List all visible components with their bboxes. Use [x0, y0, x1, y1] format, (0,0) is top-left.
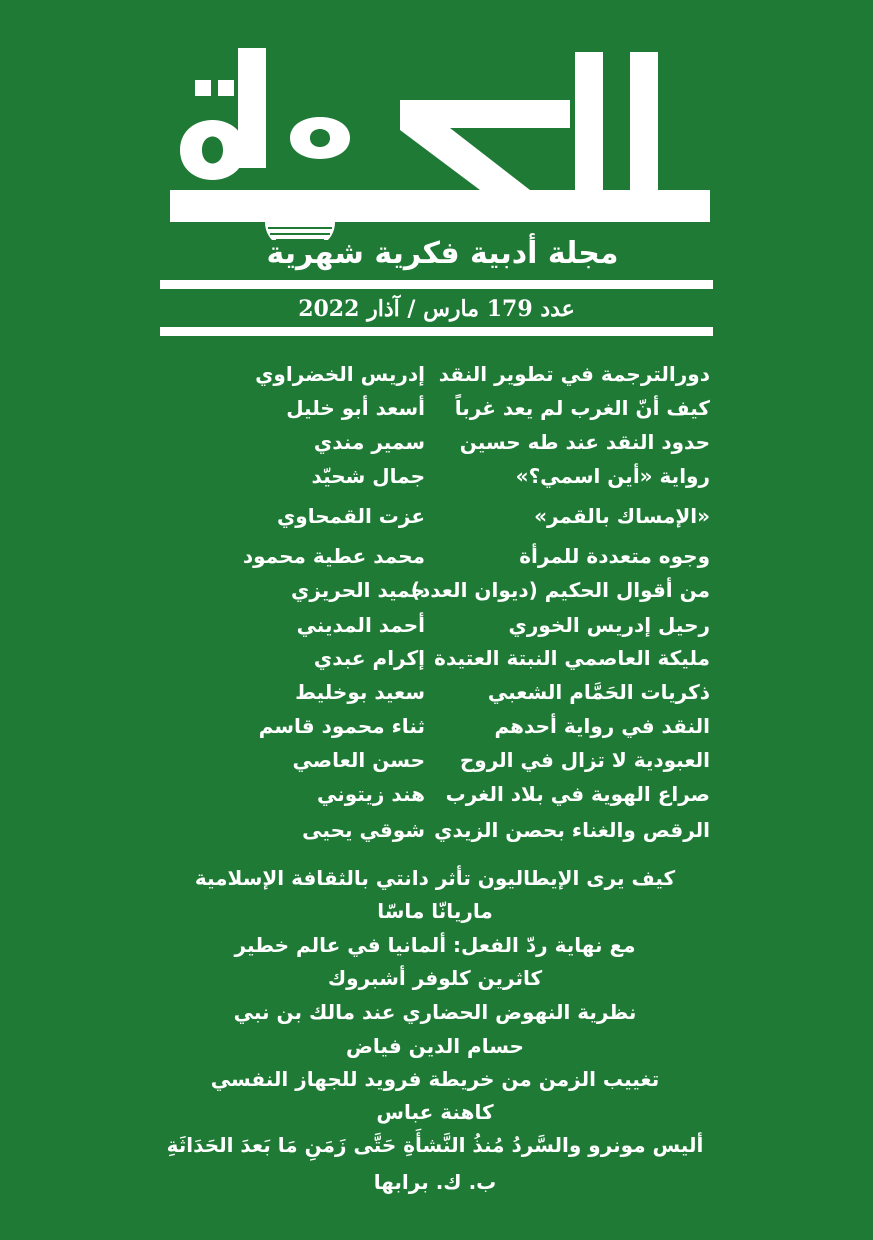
feature-author: كاهنة عباس — [376, 1100, 494, 1124]
article-title: صراع الهوية في بلاد الغرب — [445, 782, 710, 806]
feature-author: ب. ك. برابها — [373, 1170, 497, 1194]
article-title: حدود النقد عند طه حسين — [459, 430, 710, 454]
article-author: أحمد المديني — [296, 613, 425, 637]
toc-row — [140, 782, 730, 816]
article-author: شوقي يحيى — [302, 818, 425, 842]
feature-title: مع نهاية ردّ الفعل: ألمانيا في عالم خطير — [234, 933, 636, 957]
toc-row — [140, 818, 730, 852]
article-title: دورالترجمة في تطوير النقد — [438, 362, 710, 386]
article-author: ثناء محمود قاسم — [258, 714, 425, 738]
issue-info: عدد 179 مارس / آذار 2022 — [298, 296, 575, 322]
article-title: مليكة العاصمي النبتة العتيدة — [434, 646, 710, 670]
magazine-subtitle: مجلة أدبية فكرية شهرية — [266, 236, 619, 271]
article-author: عزت القمحاوي — [276, 504, 425, 528]
article-author: محمد عطية محمود — [242, 544, 425, 568]
feature-title: أليس مونرو والسَّردُ مُنذُ النَّشأَةِ حَتَّى زَمَنِ مَا بَعدَ الحَدَاثَةِ — [166, 1133, 704, 1157]
toc-row — [140, 362, 730, 396]
article-author: جمال شحيّد — [311, 464, 425, 488]
article-title: «الإمساك بالقمر» — [534, 504, 710, 528]
toc-row — [140, 430, 730, 464]
top-divider — [160, 280, 713, 289]
toc-row — [140, 396, 730, 430]
magazine-logo — [150, 40, 730, 240]
feature-title: نظرية النهوض الحضاري عند مالك بن نبي — [233, 1000, 637, 1024]
article-title: العبودية لا تزال في الروح — [459, 748, 710, 772]
article-title: وجوه متعددة للمرأة — [519, 544, 710, 568]
toc-row — [140, 578, 730, 612]
toc-row — [140, 613, 730, 647]
toc-row — [140, 544, 730, 578]
toc-row — [140, 464, 730, 498]
article-title: النقد في رواية أحدهم — [494, 714, 710, 738]
feature-title: تغييب الزمن من خريطة فرويد للجهاز النفسي — [210, 1067, 660, 1091]
article-author: إكرام عبدي — [313, 646, 425, 670]
toc-row — [140, 748, 730, 782]
bottom-divider — [160, 327, 713, 336]
feature-author: كاثرين كلوفر أشبروك — [327, 966, 543, 990]
article-title: الرقص والغناء بحصن الزيدي — [434, 818, 710, 842]
article-author: سعيد بوخليط — [295, 680, 425, 704]
article-author: حميد الحريزي — [290, 578, 425, 602]
feature-author: حسام الدين فياض — [346, 1034, 524, 1058]
article-title: من أقوال الحكيم (ديوان العدد) — [410, 578, 710, 602]
toc-row — [140, 714, 730, 748]
article-author: أسعد أبو خليل — [286, 396, 425, 420]
article-title: كيف أنّ الغرب لم يعد غرباً — [454, 396, 710, 420]
toc-row — [140, 646, 730, 680]
article-author: حسن العاصي — [292, 748, 425, 772]
article-author: إدريس الخضراوي — [255, 362, 425, 386]
article-title: رحيل إدريس الخوري — [508, 613, 710, 637]
article-title: رواية «أين اسمي؟» — [515, 464, 710, 488]
article-title: ذكريات الحَمَّام الشعبي — [487, 680, 710, 704]
article-author: هند زيتوني — [316, 782, 425, 806]
toc-row — [140, 680, 730, 714]
toc-row — [140, 504, 730, 538]
article-author: سمير مندي — [313, 430, 425, 454]
feature-title: كيف يرى الإيطاليون تأثر دانتي بالثقافة الإسلامية — [194, 866, 676, 890]
feature-author: ماريانّا ماسّا — [377, 899, 493, 923]
